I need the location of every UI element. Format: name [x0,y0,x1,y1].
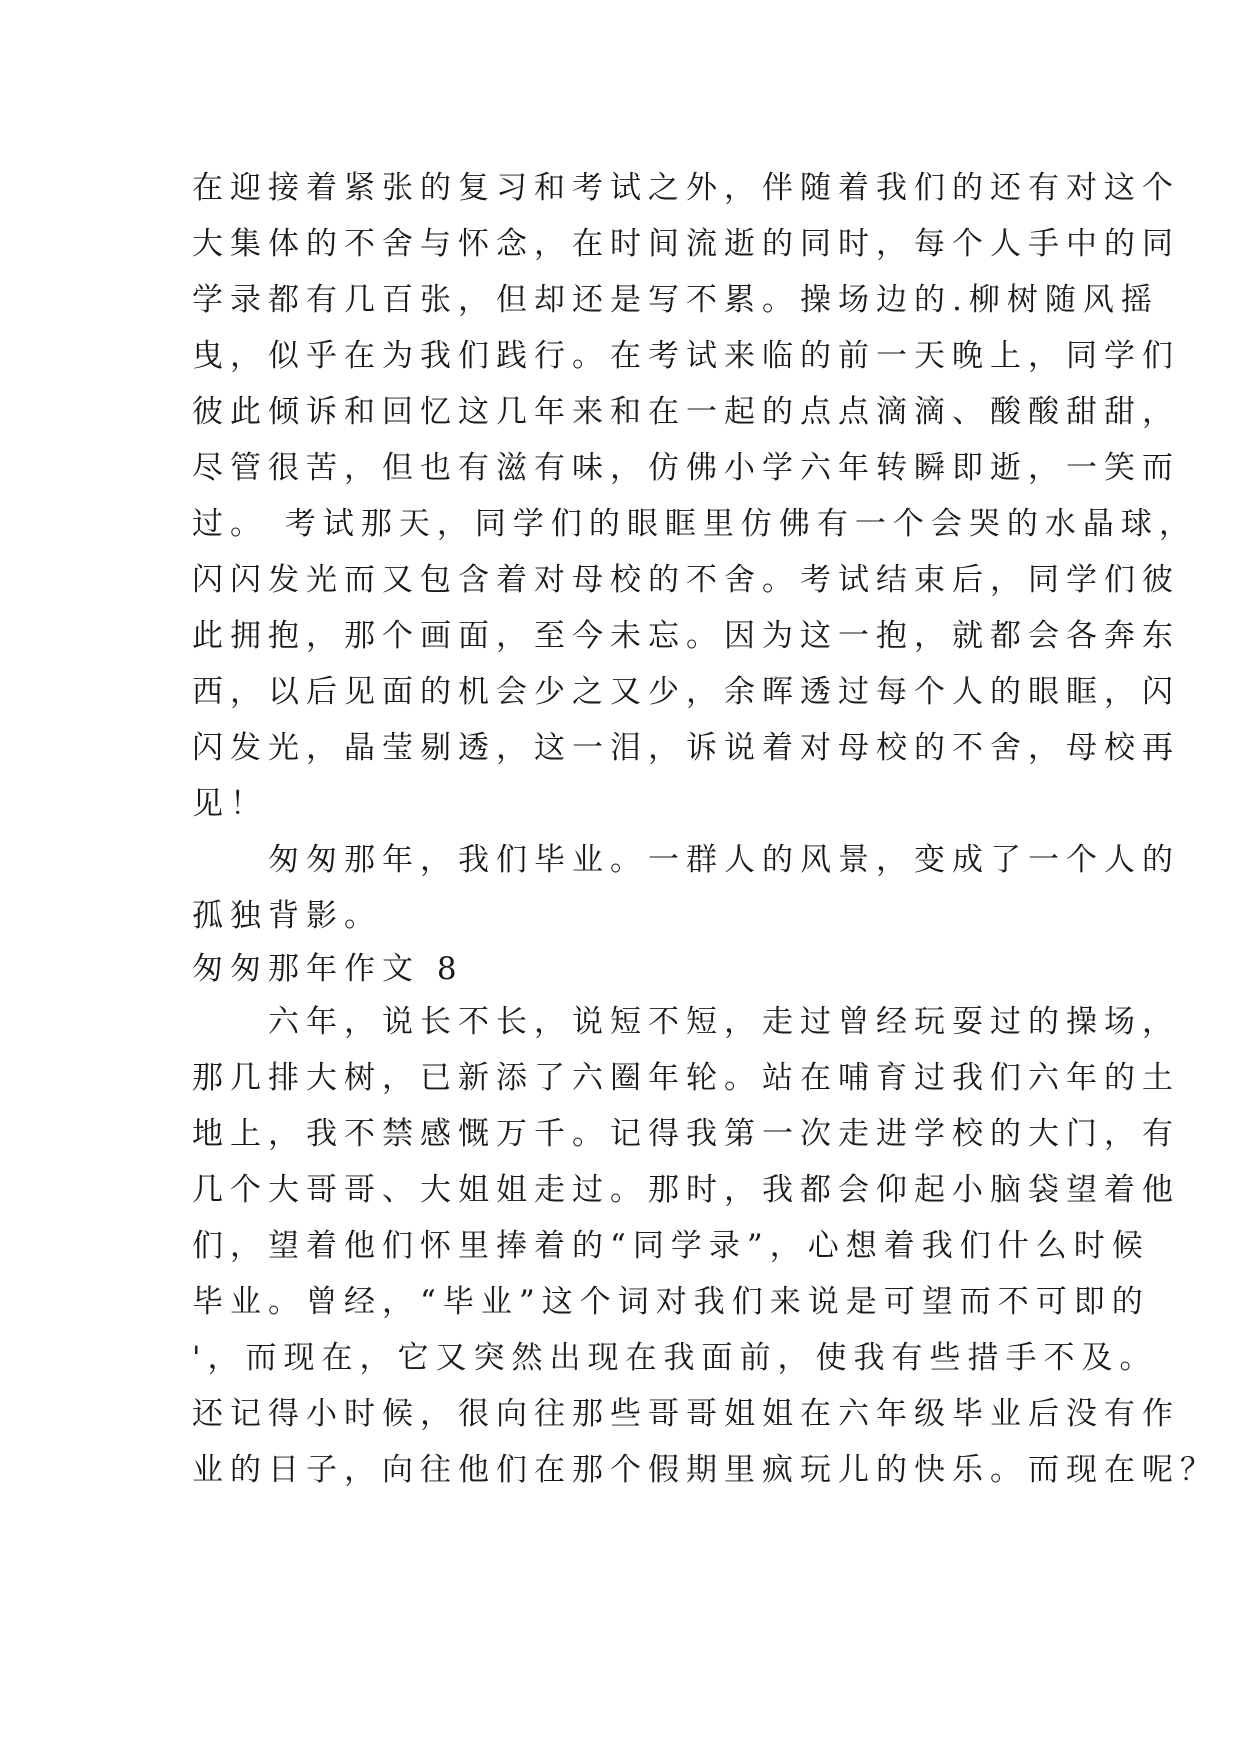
text-line: 闪闪发光而又包含着对母校的不舍。考试结束后，同学们彼 [192,562,1180,598]
text-line: 学录都有几百张，但却还是写不累。操场边的.柳树随风摇 [192,282,1159,318]
text-line: 在迎接着紧张的复习和考试之外，伴随着我们的还有对这个 [192,170,1180,206]
text-line: 此拥抱，那个画面，至今未忘。因为这一抱，就都会各奔东 [192,618,1180,654]
text-line: 曳，似乎在为我们践行。在考试来临的前一天晚上，同学们 [192,338,1180,374]
text-line: 彼此倾诉和回忆这几年来和在一起的点点滴滴、酸酸甜甜， [192,394,1180,430]
text-line: 孤独背影。 [192,898,382,934]
text-line: 们，望着他们怀里捧着的“同学录”，心想着我们什么时候 [192,1228,1150,1264]
text-line: 匆匆那年，我们毕业。一群人的风景，变成了一个人的 [192,842,1180,878]
text-line: 西，以后见面的机会少之又少，余晖透过每个人的眼眶，闪 [192,674,1180,710]
text-line: 那几排大树，已新添了六圈年轮。站在哺育过我们六年的土 [192,1060,1180,1096]
text-line: 业的日子，向往他们在那个假期里疯玩儿的快乐。而现在呢？ [192,1452,1218,1488]
text-line: 尽管很苦，但也有滋有味，仿佛小学六年转瞬即逝，一笑而 [192,450,1180,486]
text-line: 几个大哥哥、大姐姐走过。那时，我都会仰起小脑袋望着他 [192,1172,1180,1208]
text-line: 还记得小时候，很向往那些哥哥姐姐在六年级毕业后没有作 [192,1396,1180,1432]
text-line: 闪发光，晶莹剔透，这一泪，诉说着对母校的不舍，母校再 [192,730,1180,766]
text-line: 地上，我不禁感慨万千。记得我第一次走进学校的大门，有 [192,1116,1180,1152]
text-line: 毕业。曾经，“毕业”这个词对我们来说是可望而不可即的 [192,1284,1150,1320]
text-line: 六年，说长不长，说短不短，走过曾经玩耍过的操场， [192,1004,1180,1040]
text-line: 见！ [192,786,268,822]
section-heading: 匆匆那年作文 8 [192,951,464,987]
paragraph [192,994,1218,1498]
text-line: '，而现在，它又突然出现在我面前，使我有些措手不及。 [192,1340,1158,1376]
document-body [192,160,1218,1498]
paragraph [192,160,1197,832]
text-line: 过。 考试那天，同学们的眼眶里仿佛有一个会哭的水晶球， [192,506,1197,542]
paragraph [192,832,1180,944]
text-line: 大集体的不舍与怀念，在时间流逝的同时，每个人手中的同 [192,226,1180,262]
